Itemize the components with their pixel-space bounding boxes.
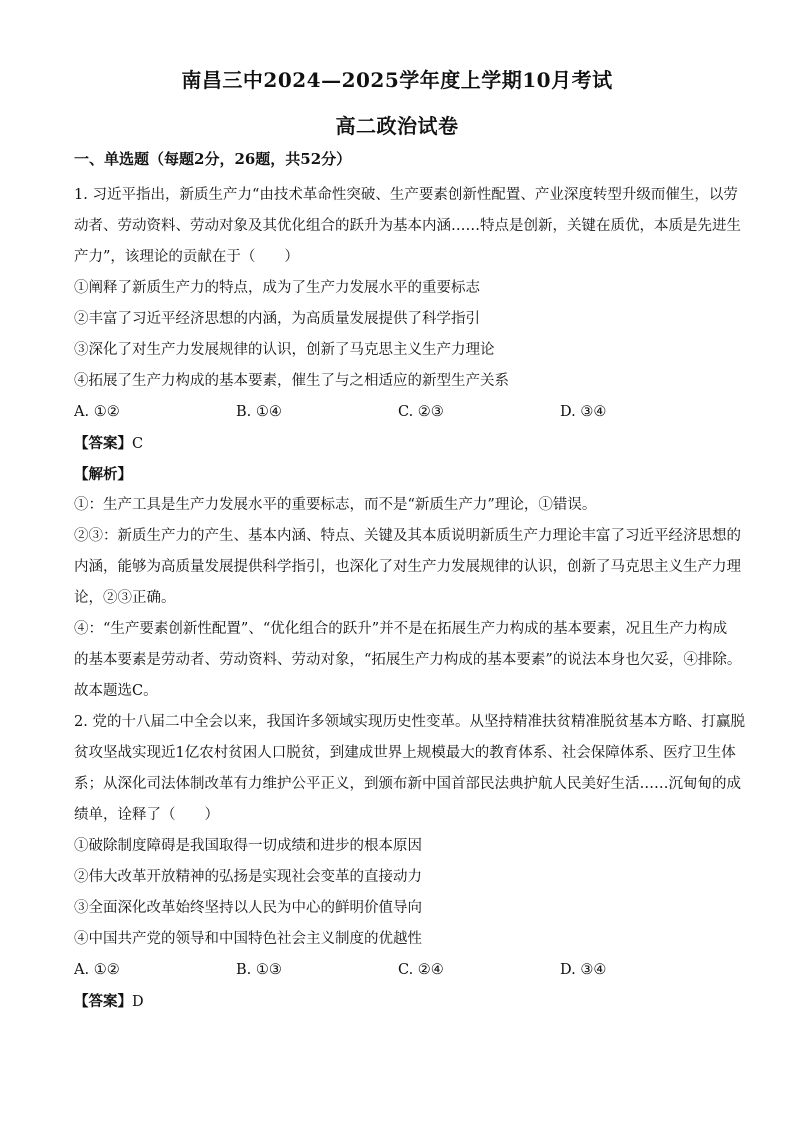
q2-stem [74,707,745,831]
q2-statement: ④中国共产党的领导和中国特色社会主义制度的优越性 [74,931,422,947]
q1-analysis-line: 故本题选C。 [74,683,158,699]
q1-option-d: D. ③④ [560,404,607,420]
q1-option-c: C. ②③ [398,404,444,420]
q1-answer-label: 【答案】 [74,435,132,452]
q1-answer-value: C [132,436,144,452]
q2-option-c: C. ②④ [398,962,444,978]
q2-stem-line: 贫攻坚战实现近1亿农村贫困人口脱贫，到建成世界上规模最大的教育体系、社会保障体系、医疗卫生体 [74,745,736,761]
q1-option-b: B. ①④ [236,404,282,420]
q1-answer [74,428,724,459]
q2-answer-label: 【答案】 [74,993,132,1010]
q2-statement: ①破除制度障碍是我国取得一切成绩和进步的根本原因 [74,838,422,854]
q1-analysis-line: ②③：新质生产力的产生、基本内涵、特点、关键及其本质说明新质生产力理论丰富了习近平经济思想的 [74,528,741,544]
q1-analysis-line: 论，②③正确。 [74,590,176,606]
q1-option-a: A. ①② [74,404,120,420]
q2-statement: ②伟大改革开放精神的弘扬是实现社会变革的直接动力 [74,869,422,885]
q1-stem [74,180,741,273]
q1-analysis-line: 的基本要素是劳动者、劳动资料、劳动对象，“拓展生产力构成的基本要素”的说法本身也欠妥，④排除。 [74,652,742,668]
q1-statement: ①阐释了新质生产力的特点，成为了生产力发展水平的重要标志 [74,280,480,296]
q1-options [74,397,724,428]
q2-answer-value: D [132,994,144,1010]
q2-option-a: A. ①② [74,962,120,978]
q2-option-d: D. ③④ [560,962,607,978]
q2-stem-line: 绩单，诠释了（ ） [74,807,219,823]
q1-stem-line: 1. 习近平指出，新质生产力“由技术革命性突破、生产要素创新性配置、产业深度转型升级而催生，以劳 [74,187,738,203]
q2-statement: ③全面深化改革始终坚持以人民为中心的鲜明价值导向 [74,900,422,916]
questions [74,180,745,1017]
q1-analysis-line: ④：“生产要素创新性配置”、“优化组合的跃升”并不是在拓展生产力构成的基本要素，况且生产力构成 [74,621,728,637]
q1-stem-line: 动者、劳动资料、劳动对象及其优化组合的跃升为基本内涵……特点是创新，关键在质优，本质是先进生 [74,218,741,234]
q1-statement: ③深化了对生产力发展规律的认识，创新了马克思主义生产力理论 [74,342,495,358]
q1-stem-line: 产力”，该理论的贡献在于（ ） [74,249,299,265]
q1-analysis-line: ①：生产工具是生产力发展水平的重要标志，而不是“新质生产力”理论，①错误。 [74,497,597,513]
section-heading: 一、单选题（每题2分，26题，共52分） [74,150,352,168]
q2-answer [74,986,724,1017]
q1-statement: ②丰富了习近平经济思想的内涵，为高质量发展提供了科学指引 [74,311,480,327]
q1-statement: ④拓展了生产力构成的基本要素，催生了与之相适应的新型生产关系 [74,373,509,389]
q2-option-b: B. ①③ [236,962,282,978]
q2-stem-line: 2. 党的十八届二中全会以来，我国许多领域实现历史性变革。从坚持精准扶贫精准脱贫基本方略、打赢脱 [74,714,745,730]
q1-analysis-label: 【解析】 [74,466,132,483]
q1-analysis-line: 内涵，能够为高质量发展提供科学指引，也深化了对生产力发展规律的认识，创新了马克思主义生产力理 [74,559,741,575]
q2-stem-line: 系；从深化司法体制改革有力维护公平正义，到颁布新中国首部民法典护航人民美好生活……沉甸甸的成 [74,776,741,792]
exam-subtitle: 高二政治试卷 [335,114,459,138]
exam-title: 南昌三中2024—2025学年度上学期10月考试 [181,68,613,92]
q2-options [74,955,724,986]
